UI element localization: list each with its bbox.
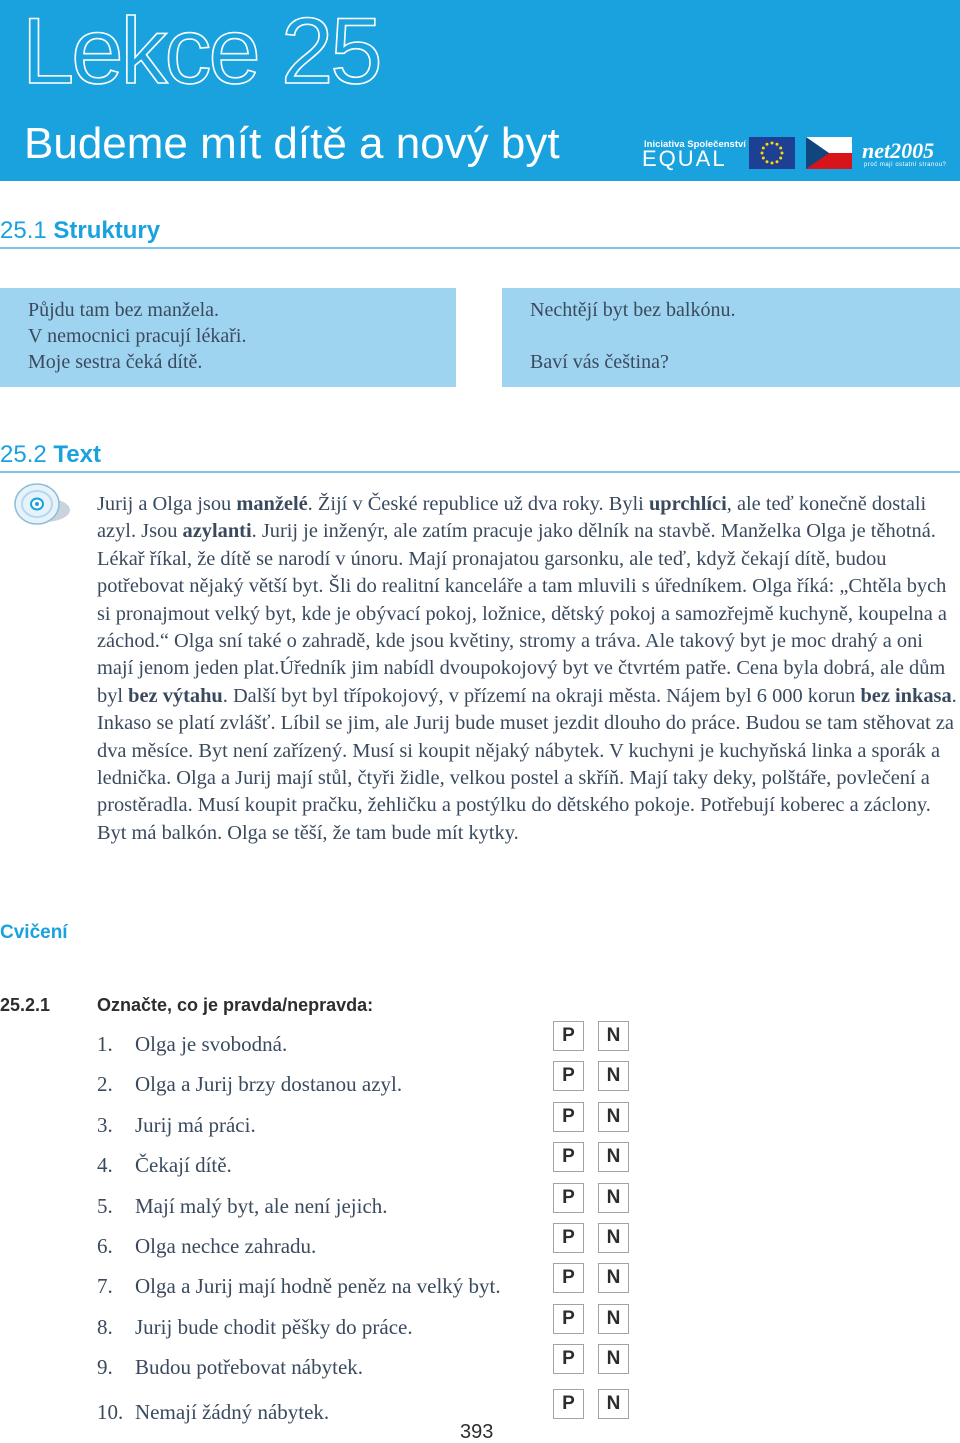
true-box[interactable]: P [553,1304,584,1334]
section-number: 25.2 [0,441,47,468]
section-label: Struktury [53,217,161,244]
statement-number: 6. [97,1234,113,1258]
structure-line: Moje sestra čeká dítě. [28,351,203,373]
text-run: . Inkaso se platí zvlášť. Líbil se jim, ale Jurij bude muset jezdit dlouho do práce. Budou se tam stěhovat za dva měsíce. Byt není zařízený. Musí si koupit nějaký nábytek. V kuchyni je kuchyňská linka a sporák a lednička. Olga a Jurij mají stůl, čtyři židle, velkou postel a skříň. Mají taky deky, polštáře, povlečení a prostěradla. Musí koupit pračku, žehličku a postýlku do dětského pokoje. Potřebují koberec a záclony. Byt má balkón. Olga se těší, že tam bude mít kytky. [97,684,957,844]
lesson-title: Lekce 25 [22,0,380,103]
false-box[interactable]: N [598,1142,629,1172]
statement-text: Mají malý byt, ale není jejich. [135,1194,388,1218]
lesson-subtitle: Budeme mít dítě a nový byt [24,119,560,168]
cd-audio-icon[interactable] [12,480,72,532]
statement-number: 7. [97,1274,113,1298]
true-box[interactable]: P [553,1344,584,1374]
section-heading-text [0,443,101,467]
exercise-number: 25.2.1 [0,995,51,1015]
statement-text: Olga nechce zahradu. [135,1234,317,1258]
true-box[interactable]: P [553,1183,584,1213]
czech-flag-icon [806,137,852,169]
structure-line [530,323,960,349]
statement-text: Olga a Jurij mají hodně peněz na velký byt. [135,1274,501,1298]
statement-item [97,1072,402,1097]
net2005-logo [862,136,952,172]
statement-item [97,1355,363,1380]
statement-item [97,1153,232,1178]
lesson-header [0,0,960,181]
statement-text: Čekají dítě. [135,1153,232,1177]
true-box[interactable]: P [553,1021,584,1051]
false-box[interactable]: N [598,1102,629,1132]
statement-number: 3. [97,1113,113,1137]
text-run: Jurij a Olga jsou [97,493,237,515]
statement-text: Jurij bude chodit pěšky do práce. [135,1315,413,1339]
bold-term: uprchlíci [648,493,727,515]
eu-flag-icon [749,137,795,169]
false-box[interactable]: N [598,1061,629,1091]
text-run: . Žijí v České republice už dva roky. Byli [307,493,649,515]
page-number: 393 [460,1421,494,1443]
structure-line: V nemocnici pracují lékaři. [28,325,247,347]
false-box[interactable]: N [598,1304,629,1334]
structure-line: Nechtějí byt bez balkónu. [530,299,736,321]
statement-item [97,1400,329,1425]
true-box[interactable]: P [553,1389,584,1419]
statement-number: 8. [97,1315,113,1339]
text-run: . Jurij je inženýr, ale zatím pracuje jako dělník na stavbě. Manželka Olga je těhotná. Lékař říkal, že dítě se narodí v únoru. Mají pronajatou garsonku, ale teď, když čekají dítě, budou potřebovat nějaký větší byt. Šli do realitní kanceláře a tam mluvili s úředníkem. Olga říká: „Chtěla bych si pronajmout velký byt, kde je obývací pokoj, ložnice, dětský pokoj a samozřejmě kuchyně, koupelna a záchod.“ Olga sní také o zahradě, kde jsou květiny, stromy a tráva. Ale takový byt je moc drahý a oni mají jenom jeden plat.Úředník jim nabídl dvoupokojový byt ve čtvrtém patře. Cena byla dobrá, ale dům byl [97,520,947,707]
section-divider [0,471,960,473]
statement-item [97,1113,256,1138]
statement-item [97,1032,287,1057]
true-box[interactable]: P [553,1061,584,1091]
statement-text: Jurij má práci. [135,1113,256,1137]
statement-number: 9. [97,1355,113,1379]
net2005-logo-tagline: proč mají ostatní stranou? [864,162,947,168]
statement-number: 1. [97,1032,113,1056]
true-box[interactable]: P [553,1102,584,1132]
false-box[interactable]: N [598,1021,629,1051]
statement-text: Olga je svobodná. [135,1032,288,1056]
section-label: Text [53,441,101,468]
statement-item [97,1194,388,1219]
equal-logo-small-text: Iniciativa Společenství [644,139,746,150]
bold-term: bez výtahu [128,684,223,707]
false-box[interactable]: N [598,1389,629,1419]
statement-item [97,1274,501,1299]
false-box[interactable]: N [598,1183,629,1213]
statement-number: 5. [97,1194,113,1218]
sponsor-logos [642,136,952,172]
eu-stars-icon [749,137,795,169]
equal-logo-text: EQUAL [642,146,727,171]
text-run: . Další byt byl třípokojový, v přízemí na okraji města. Nájem byl 6 000 korun [222,684,861,707]
statement-text: Nemají žádný nábytek. [135,1400,330,1424]
true-box[interactable]: P [553,1223,584,1253]
statement-text: Olga a Jurij brzy dostanou azyl. [135,1072,403,1096]
statement-number: 2. [97,1072,113,1096]
section-heading-struktury [0,219,160,243]
statement-number: 10. [97,1400,124,1424]
bold-term: manželé [236,493,308,515]
statement-item [97,1234,316,1259]
bold-term: bez inkasa [860,684,952,707]
statement-text: Budou potřebovat nábytek. [135,1355,364,1379]
section-divider [0,247,960,249]
text-run: , ale teď konečně dostali azyl. Jsou [97,493,927,543]
net2005-logo-text: net2005 [862,138,935,163]
equal-logo [642,136,746,172]
structure-line: Baví vás čeština? [530,351,669,373]
structures-box-left [0,288,456,387]
section-number: 25.1 [0,217,47,244]
true-box[interactable]: P [553,1263,584,1293]
false-box[interactable]: N [598,1344,629,1374]
exercise-instruction: Označte, co je pravda/nepravda: [97,995,374,1015]
structure-line: Půjdu tam bez manžela. [28,299,220,321]
true-box[interactable]: P [553,1142,584,1172]
bold-term: azylanti [182,520,252,543]
false-box[interactable]: N [598,1223,629,1253]
structures-box-right [502,288,960,387]
statement-number: 4. [97,1153,113,1177]
statement-item [97,1315,413,1340]
false-box[interactable]: N [598,1263,629,1293]
reading-text [97,491,960,847]
exercises-heading: Cvičení [0,922,68,943]
